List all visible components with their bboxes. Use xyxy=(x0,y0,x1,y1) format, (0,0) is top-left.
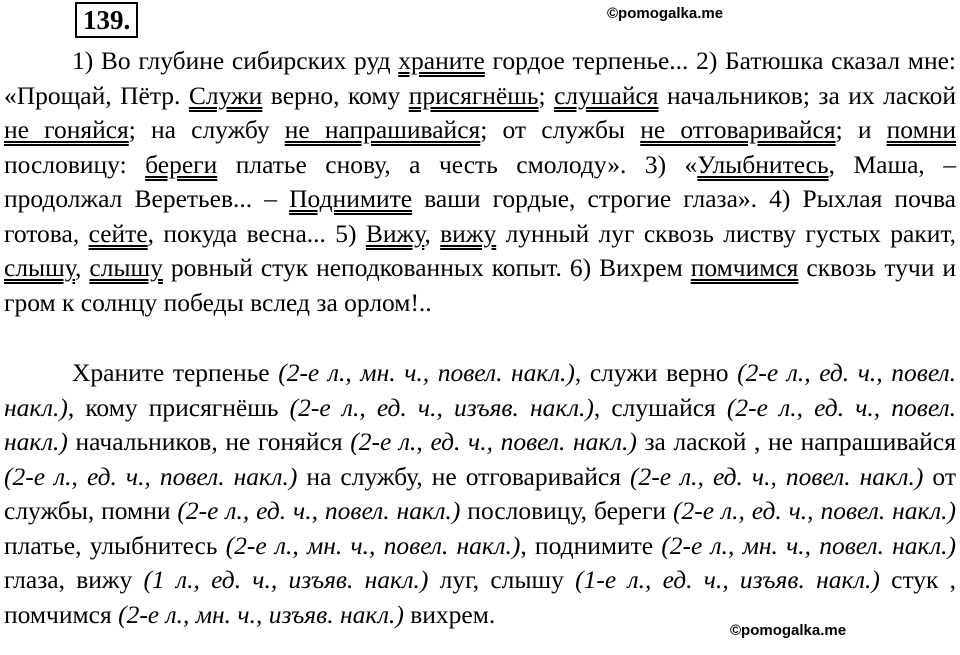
verb-annotation: (2-е л., ед. ч., повел. накл.) xyxy=(177,496,461,525)
answer-text-segment: начальников, не гоняйся xyxy=(67,427,351,456)
underlined-verb: храните xyxy=(398,46,485,75)
underlined-verb: не гоняйся xyxy=(4,115,129,144)
exercise-text-segment: гордое терпенье... 2) Батюшка сказал мне: «Прощай, Пётр. xyxy=(4,46,956,110)
exercise-text-segment: платье снову, а честь смолоду». 3) « xyxy=(217,149,698,179)
answer-text-segment: , поднимите xyxy=(520,530,662,560)
verb-annotation: (2-е л., мн. ч., повел. накл.) xyxy=(278,358,575,387)
verb-annotation: (2-е л., мн. ч., изъяв. накл.) xyxy=(118,599,404,629)
underlined-verb: слышу xyxy=(89,253,163,282)
underlined-verb: Поднимите xyxy=(289,184,413,213)
verb-annotation: (2-е л., ед. ч., повел. накл.) xyxy=(4,461,298,491)
verb-annotation: (2-е л., ед. ч., повел. накл.) xyxy=(4,392,956,456)
exercise-text xyxy=(4,44,956,320)
exercise-text-segment: ; от службы xyxy=(480,115,641,144)
exercise-text-segment: , Маша, – продолжал Веретьев... – xyxy=(4,149,956,213)
exercise-text-segment: ваши гордые, строгие глаза». 4) Рыхлая почва готова, xyxy=(4,184,957,248)
exercise-text-segment: , xyxy=(75,253,90,282)
underlined-verb: помчимся xyxy=(690,253,799,282)
answer-text-segment: от службы, помни xyxy=(4,461,956,525)
answer-text-segment: , слушайся xyxy=(593,392,727,422)
verb-annotation: (2-е л., ед. ч., изъяв. накл.) xyxy=(289,392,594,422)
underlined-verb: слушайся xyxy=(554,80,659,110)
exercise-text-segment: ; и xyxy=(835,115,887,144)
exercise-text-segment: ровный стук неподкованных копыт. 6) Вихрем xyxy=(162,253,691,282)
exercise-text-segment: верно, кому xyxy=(262,80,409,110)
verb-annotation: (1 л., ед. ч., изъяв. накл.) xyxy=(143,565,429,594)
exercise-text-segment: сквозь тучи и гром к солнцу победы вслед за орлом!.. xyxy=(4,253,957,317)
answer-text-segment: за лаской , не напрашивайся xyxy=(636,427,956,456)
exercise-text-segment: начальников; за их лаской xyxy=(658,80,956,110)
underlined-verb: сейте xyxy=(88,218,148,248)
exercise-text-segment: , покуда весна... 5) xyxy=(147,218,366,248)
answer-text-segment: платье, улыбнитесь xyxy=(4,530,226,560)
exercise-text-segment: ; на службу xyxy=(128,115,285,144)
underlined-verb: слышу xyxy=(4,253,76,282)
verb-annotation: (2-е л., ед. ч., повел. накл.) xyxy=(673,496,956,525)
answer-text-segment: вихрем. xyxy=(403,599,496,629)
exercise-text-segment: лунный луг сквозь листву густых ракит, xyxy=(496,218,956,248)
exercise-text-segment: 1) Во глубине сибирских руд xyxy=(72,46,399,75)
answer-text-segment: глаза, вижу xyxy=(4,565,144,594)
answer-text-segment: , кому присягнёшь xyxy=(67,392,290,422)
answer-text-segment: , служи верно xyxy=(574,358,738,387)
underlined-verb: помни xyxy=(886,115,956,144)
exercise-number: 139. xyxy=(75,2,138,38)
watermark-bottom: ©pomogalka.me xyxy=(730,622,847,639)
underlined-verb: присягнёшь xyxy=(408,80,539,110)
answer-text xyxy=(4,356,956,632)
answer-text-segment: Храните терпенье xyxy=(72,358,279,387)
verb-annotation: (1-е л., ед. ч., изъяв. накл.) xyxy=(575,565,880,594)
underlined-verb: Служи xyxy=(188,80,263,110)
underlined-verb: не отговаривайся xyxy=(640,115,836,144)
underlined-verb: береги xyxy=(145,149,218,179)
answer-text-segment: на службу, не отговаривайся xyxy=(297,461,630,491)
verb-annotation: (2-е л., ед. ч., повел. накл.) xyxy=(630,461,924,491)
underlined-verb: не напрашивайся xyxy=(284,115,481,144)
answer-text-segment: луг, слышу xyxy=(428,565,576,594)
verb-annotation: (2-е л., мн. ч., повел. накл.) xyxy=(661,530,956,560)
exercise-text-segment: пословицу: xyxy=(4,149,146,179)
verb-annotation: (2-е л., ед. ч., повел. накл.) xyxy=(4,358,957,422)
watermark-top: ©pomogalka.me xyxy=(607,5,724,22)
verb-annotation: (2-е л., ед. ч., повел. накл.) xyxy=(350,427,637,456)
answer-text-segment: стук , помчимся xyxy=(4,565,957,629)
verb-annotation: (2-е л., мн. ч., повел. накл.) xyxy=(225,530,521,560)
underlined-verb: вижу xyxy=(440,218,497,248)
exercise-text-segment: , xyxy=(424,218,441,248)
answer-text-segment: пословицу, береги xyxy=(460,496,673,525)
underlined-verb: Улыбнитесь xyxy=(697,149,829,179)
underlined-verb: Вижу xyxy=(365,218,425,248)
exercise-text-segment: ; xyxy=(538,80,555,110)
